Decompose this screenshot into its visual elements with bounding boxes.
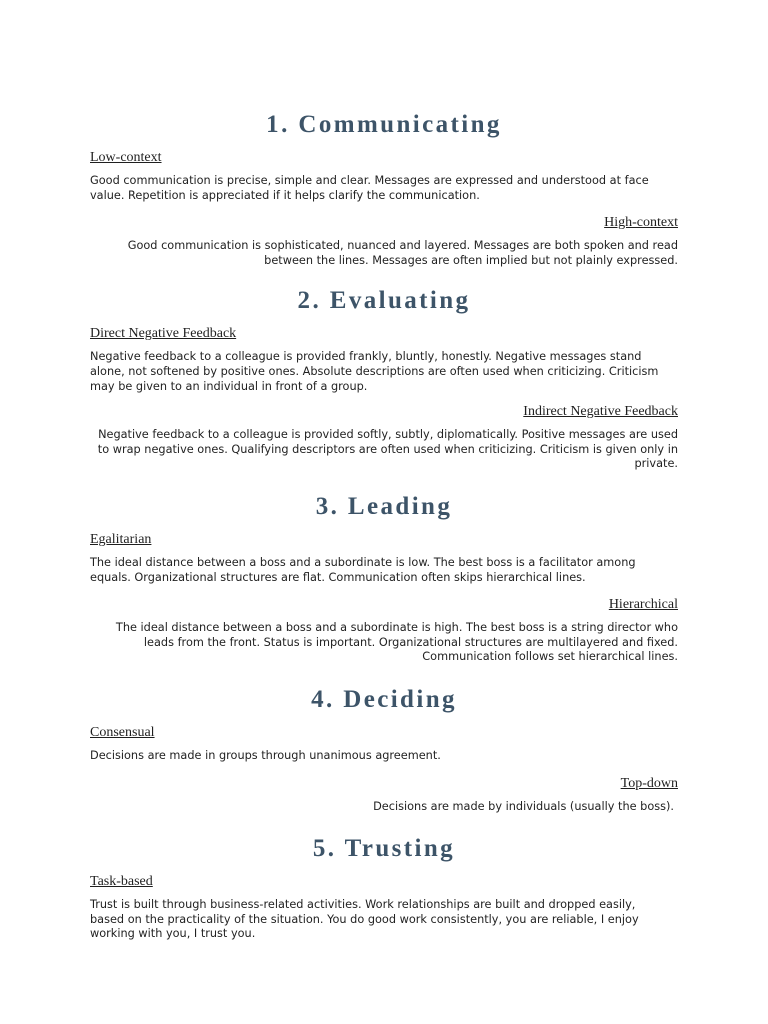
left-paragraph bbox=[90, 898, 678, 942]
paragraph-line: The ideal distance between a boss and a subordinate is high. The best boss is a string director who bbox=[115, 621, 678, 635]
right-subheading: Hierarchical bbox=[608, 597, 678, 613]
left-paragraph bbox=[90, 174, 678, 203]
left-subheading: Low-context bbox=[90, 150, 162, 165]
section-leading bbox=[90, 486, 678, 665]
paragraph-line: Decisions are made by individuals (usually the boss). bbox=[373, 799, 674, 813]
left-subheading: Consensual bbox=[90, 724, 155, 740]
left-subheading: Egalitarian bbox=[90, 531, 152, 547]
right-paragraph bbox=[90, 239, 678, 268]
paragraph-line: value. Repetition is appreciated if it helps clarify the communication. bbox=[90, 188, 480, 202]
section-title: 4. Deciding bbox=[311, 685, 457, 713]
section-title: 5. Trusting bbox=[312, 835, 456, 863]
section-deciding bbox=[90, 679, 678, 814]
section-communicating bbox=[90, 104, 678, 268]
paragraph-line: private. bbox=[634, 457, 678, 471]
paragraph-line: equals. Organizational structures are flat. Communication often skips hierarchical lines. bbox=[90, 570, 586, 584]
right-paragraph bbox=[90, 621, 678, 665]
left-paragraph bbox=[90, 749, 678, 764]
document-page bbox=[90, 104, 678, 942]
section-title: 1. Communicating bbox=[266, 111, 502, 138]
section-title: 3. Leading bbox=[315, 492, 453, 520]
paragraph-line: to wrap negative ones. Qualifying descriptors are often used when criticizing. Criticism is given only in bbox=[97, 442, 678, 456]
paragraph-line: may be given to an individual in front of a group. bbox=[90, 379, 368, 393]
left-subheading: Task-based bbox=[90, 874, 153, 890]
section-trusting bbox=[90, 828, 678, 942]
paragraph-line: between the lines. Messages are often implied but not plainly expressed. bbox=[264, 253, 678, 267]
right-subheading: Indirect Negative Feedback bbox=[523, 404, 678, 420]
paragraph-line: based on the practicality of the situation. You do good work consistently, you are reliable, I enjoy bbox=[90, 912, 639, 926]
paragraph-line: Good communication is sophisticated, nuanced and layered. Messages are both spoken and read bbox=[127, 239, 678, 253]
paragraph-line: Communication follows set hierarchical lines. bbox=[422, 650, 678, 664]
left-paragraph bbox=[90, 350, 678, 394]
left-paragraph bbox=[90, 556, 678, 585]
right-subheading: Top-down bbox=[620, 775, 678, 791]
paragraph-line: Trust is built through business-related activities. Work relationships are built and dropped easily, bbox=[90, 898, 636, 912]
paragraph-line: leads from the front. Status is important. Organizational structures are multilayered and fixed. bbox=[143, 635, 678, 649]
paragraph-line: working with you, I trust you. bbox=[90, 927, 256, 941]
section-evaluating bbox=[90, 280, 678, 472]
section-title: 2. Evaluating bbox=[297, 287, 471, 315]
right-paragraph bbox=[90, 428, 678, 472]
paragraph-line: Decisions are made in groups through unanimous agreement. bbox=[90, 748, 441, 762]
paragraph-line: Negative feedback to a colleague is provided softly, subtly, diplomatically. Positive messages are used bbox=[98, 428, 678, 442]
right-subheading: High-context bbox=[604, 215, 678, 231]
paragraph-line: Negative feedback to a colleague is provided frankly, bluntly, honestly. Negative messages stand bbox=[90, 350, 642, 364]
right-paragraph bbox=[90, 800, 678, 815]
paragraph-line: The ideal distance between a boss and a subordinate is low. The best boss is a facilitator among bbox=[90, 555, 636, 569]
paragraph-line: Good communication is precise, simple and clear. Messages are expressed and understood at face bbox=[90, 174, 649, 187]
paragraph-line: alone, not softened by positive ones. Absolute descriptions are often used when criticizing. Criticism bbox=[90, 364, 659, 378]
left-subheading: Direct Negative Feedback bbox=[90, 326, 237, 342]
